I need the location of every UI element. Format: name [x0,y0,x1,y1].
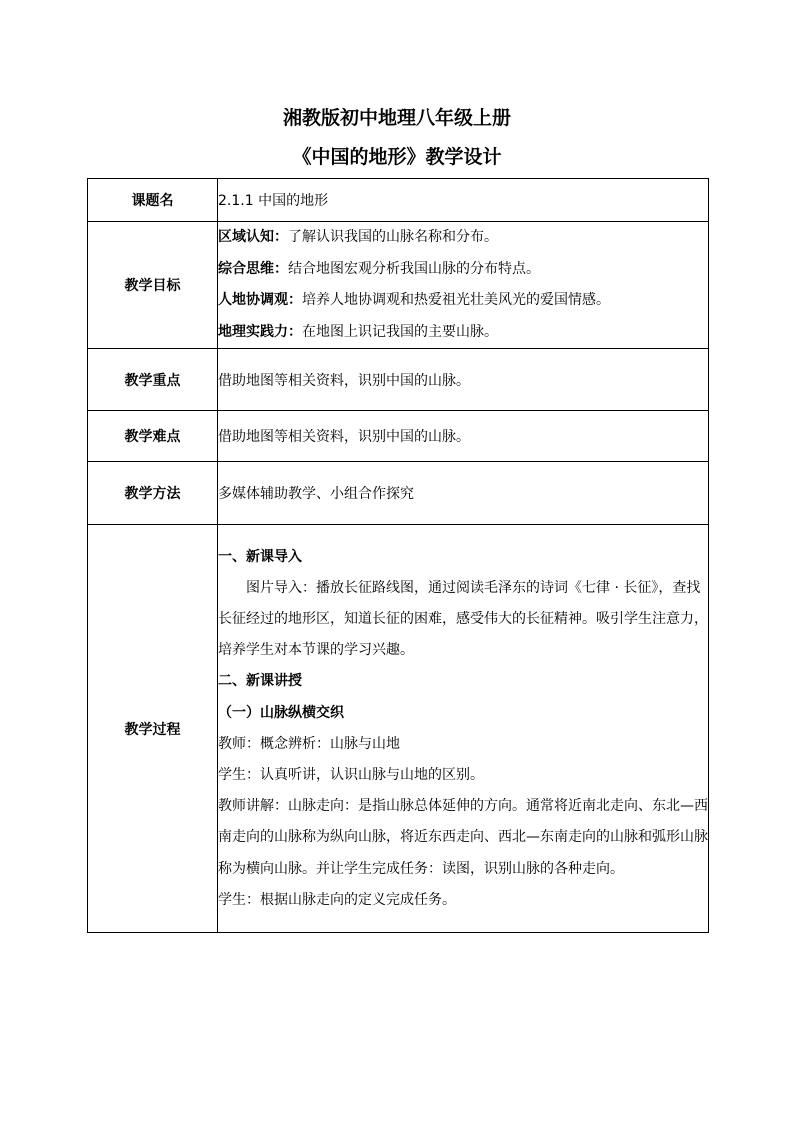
topic-label: 课题名 [88,179,218,222]
process-row [88,525,709,933]
methods-label: 教学方法 [88,462,218,525]
difficulties-label: 教学难点 [88,411,218,462]
objective-key: 人地协调观： [218,292,302,309]
difficulties-row [88,411,709,462]
objective-key: 综合思维： [218,260,288,277]
key-points-row [88,349,709,411]
difficulties-value: 借助地图等相关资料，识别中国的山脉。 [218,411,709,462]
objectives-content [218,222,709,349]
objective-text: 培养人地协调观和热爱祖光壮美风光的爱国情感。 [302,292,610,309]
objective-text: 结合地图宏观分析我国山脉的分布特点。 [288,260,540,277]
section-heading-intro: 一、新课导入 [218,548,302,565]
objectives-label: 教学目标 [88,222,218,349]
teacher-explanation: 教师讲解：山脉走向：是指山脉总体延伸的方向。通常将近南北走向、东北—西南走向的山脉称为纵向山脉，将近东西走向、西北—东南走向的山脉和弧形山脉称为横向山脉。并让学生完成任务：读图，识别山脉的各种走向。 [218,798,708,877]
student-line: 学生：认真听讲，认识山脉与山地的区别。 [218,767,484,784]
objective-item [218,285,708,317]
process-content [218,525,709,933]
methods-row [88,462,709,525]
key-points-label: 教学重点 [88,349,218,411]
subsection-heading: （一）山脉纵横交织 [218,704,344,721]
objective-key: 区域认知： [218,229,288,245]
process-label: 教学过程 [88,525,218,933]
document-title-line2: 《中国的地形》教学设计 [292,146,502,168]
intro-paragraph: 图片导入：播放长征路线图，通过阅读毛泽东的诗词《七律 · 长征》，查找长征经过的地形区，知道长征的困难，感受伟大的长征精神。吸引学生注意力，培养学生对本节课的学习兴趣。 [218,579,708,659]
lesson-plan-table [87,178,709,933]
objectives-row [88,222,709,349]
objective-key: 地理实践力： [218,323,302,340]
section-heading-lecture: 二、新课讲授 [218,673,302,690]
document-title-line1: 湘教版初中地理八年级上册 [282,107,511,129]
student-task-line: 学生：根据山脉走向的定义完成任务。 [218,891,456,908]
methods-value: 多媒体辅助教学、小组合作探究 [218,462,709,525]
key-points-value: 借助地图等相关资料，识别中国的山脉。 [218,349,709,411]
objective-item [218,222,708,254]
teacher-line: 教师：概念辨析：山脉与山地 [218,735,400,752]
topic-value: 2.1.1 中国的地形 [218,179,709,222]
objective-item [218,317,708,349]
topic-row [88,179,709,222]
objective-text: 了解认识我国的山脉名称和分布。 [288,229,498,245]
objective-text: 在地图上识记我国的主要山脉。 [302,323,498,340]
objective-item [218,254,708,286]
